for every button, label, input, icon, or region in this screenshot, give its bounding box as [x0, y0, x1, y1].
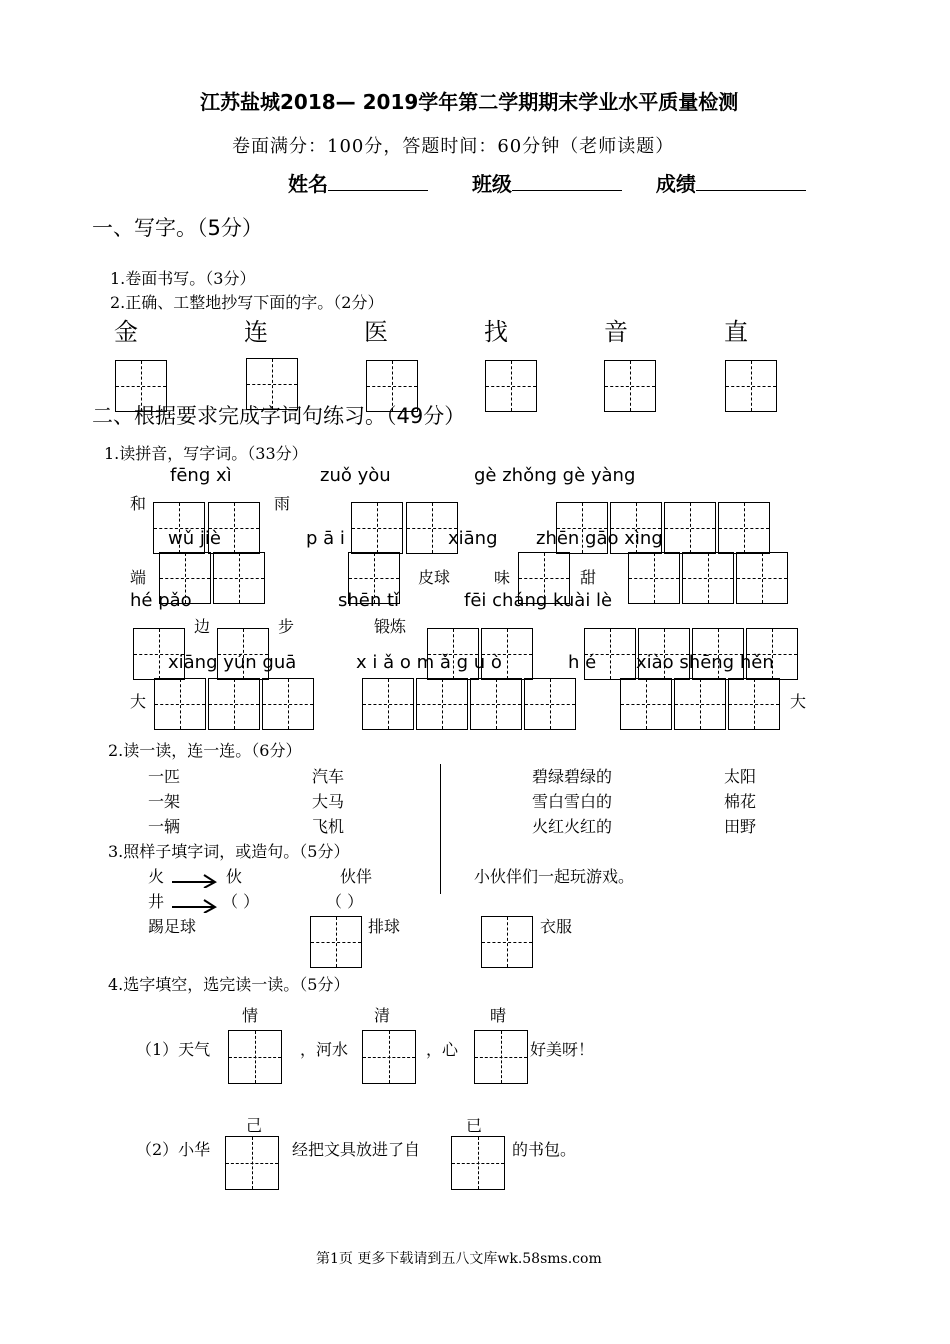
fill-char: 井: [148, 892, 165, 911]
option-char: 情: [242, 1006, 259, 1025]
student-info-line: [288, 168, 806, 197]
match-item[interactable]: 碧绿碧绿的: [532, 767, 613, 786]
name-blank[interactable]: [328, 170, 428, 191]
given-char: 大: [790, 692, 807, 711]
pinyin: hé pǎo: [130, 590, 192, 611]
writing-box[interactable]: [225, 1136, 279, 1190]
copy-char: 找: [484, 318, 508, 346]
given-char: 大: [130, 692, 147, 711]
pinyin: xiāng yún guā: [168, 652, 297, 673]
writing-box[interactable]: [362, 1030, 416, 1084]
writing-box[interactable]: [451, 1136, 505, 1190]
given-char: 端: [130, 568, 147, 587]
given-char: 和: [130, 494, 147, 513]
option-char: 己: [246, 1116, 263, 1135]
pinyin: fēi cháng kuài lè: [464, 590, 613, 611]
phrase: 排球: [368, 917, 401, 936]
given-char: 锻炼: [374, 617, 407, 636]
writing-box[interactable]: [628, 552, 680, 604]
writing-box[interactable]: [664, 502, 716, 554]
given-char: 边: [194, 617, 211, 636]
match-item[interactable]: 田野: [724, 817, 757, 836]
pinyin: wǔ jiè: [168, 528, 221, 549]
example-sentence: 小伙伴们一起玩游戏。: [474, 867, 635, 886]
writing-box[interactable]: [351, 502, 403, 554]
fill-blank[interactable]: （ ）: [326, 892, 364, 911]
match-item[interactable]: 汽车: [312, 767, 345, 786]
option-char: 清: [374, 1006, 391, 1025]
writing-box[interactable]: [604, 360, 656, 412]
name-label: 姓名: [288, 172, 328, 196]
sentence-part: ，心: [426, 1040, 459, 1059]
page-title: 江苏盐城2018— 2019学年第二学期期末学业水平质量检测: [200, 90, 739, 114]
pinyin: xiāng: [448, 528, 498, 549]
example-char: 火: [148, 867, 165, 886]
writing-box[interactable]: [208, 678, 260, 730]
writing-box[interactable]: [228, 1030, 282, 1084]
sentence-part: 的书包。: [512, 1140, 577, 1159]
writing-box[interactable]: [474, 1030, 528, 1084]
match-item[interactable]: 火红火红的: [532, 817, 613, 836]
sentence-part: （1）天气: [136, 1040, 211, 1059]
given-char: 甜: [580, 568, 597, 587]
class-label: 班级: [471, 172, 512, 196]
arrow-right-icon: [170, 897, 218, 913]
example-char: 伙: [226, 867, 243, 886]
s2-q2-label: 2.读一读，连一连。（6分）: [108, 741, 302, 760]
pinyin: h é: [568, 652, 597, 673]
writing-box[interactable]: [481, 916, 533, 968]
pinyin: xiào shēng hěn: [636, 652, 774, 673]
pinyin: x i ǎ o m ǎ g u ò: [356, 652, 502, 673]
match-item[interactable]: 太阳: [724, 767, 757, 786]
s2-q3-label: 3.照样子填字词，或造句。（5分）: [108, 842, 350, 861]
s1-q2: 2.正确、工整地抄写下面的字。（2分）: [110, 293, 384, 312]
given-char: 皮球: [418, 568, 451, 587]
pinyin: gè zhǒng gè yàng: [474, 465, 636, 486]
sentence-part: 经把文具放进了自: [292, 1140, 421, 1159]
match-item[interactable]: 大马: [312, 792, 345, 811]
s2-q4-label: 4.选字填空，选完读一读。（5分）: [108, 975, 350, 994]
match-item[interactable]: 棉花: [724, 792, 757, 811]
writing-box[interactable]: [362, 678, 414, 730]
section2-heading: 二、根据要求完成字词句练习。（49分）: [92, 404, 466, 428]
writing-box[interactable]: [524, 678, 576, 730]
writing-box[interactable]: [674, 678, 726, 730]
pinyin: zuǒ yòu: [320, 465, 391, 486]
option-char: 晴: [490, 1006, 507, 1025]
class-blank[interactable]: [512, 170, 622, 191]
arrow-right-icon: [170, 872, 218, 888]
phrase: 衣服: [540, 917, 573, 936]
given-char: 味: [494, 568, 511, 587]
copy-char: 金: [114, 318, 138, 346]
writing-box[interactable]: [262, 678, 314, 730]
writing-box[interactable]: [485, 360, 537, 412]
copy-char: 音: [604, 318, 628, 346]
writing-box[interactable]: [416, 678, 468, 730]
exam-info: 卷面满分：100分，答题时间：60分钟（老师读题）: [232, 136, 675, 157]
sentence-part: ，河水: [300, 1040, 349, 1059]
copy-char: 直: [724, 318, 748, 346]
given-char: 雨: [274, 494, 291, 513]
phrase: 踢足球: [148, 917, 197, 936]
fill-blank[interactable]: （ ）: [222, 892, 260, 911]
copy-char: 医: [364, 318, 388, 346]
writing-box[interactable]: [718, 502, 770, 554]
sentence-part: 好美呀！: [530, 1040, 595, 1059]
option-char: 已: [466, 1116, 483, 1135]
match-item[interactable]: 雪白雪白的: [532, 792, 613, 811]
match-item[interactable]: 一架: [148, 792, 181, 811]
score-label: 成绩: [655, 172, 696, 196]
writing-box[interactable]: [682, 552, 734, 604]
pinyin: p ā i: [306, 528, 345, 549]
example-word: 伙伴: [340, 867, 373, 886]
given-char: 步: [278, 617, 295, 636]
page-footer: 第1页 更多下载请到五八文库wk.58sms.com: [316, 1251, 602, 1267]
writing-box[interactable]: [725, 360, 777, 412]
writing-box[interactable]: [620, 678, 672, 730]
match-item[interactable]: 一匹: [148, 767, 181, 786]
writing-box[interactable]: [310, 916, 362, 968]
s2-q1-label: 1.读拼音，写字词。（33分）: [104, 444, 308, 463]
copy-char: 连: [244, 318, 268, 346]
writing-box[interactable]: [736, 552, 788, 604]
writing-box[interactable]: [728, 678, 780, 730]
match-item[interactable]: 飞机: [312, 817, 345, 836]
writing-box[interactable]: [154, 678, 206, 730]
writing-box[interactable]: [213, 552, 265, 604]
sentence-part: （2）小华: [136, 1140, 211, 1159]
divider-line: [440, 764, 441, 894]
match-item[interactable]: 一辆: [148, 817, 181, 836]
s1-q1: 1.卷面书写。（3分）: [110, 269, 256, 288]
section1-heading: 一、写字。（5分）: [92, 216, 263, 240]
writing-box[interactable]: [470, 678, 522, 730]
pinyin: zhēn gāo xìng: [536, 528, 663, 549]
pinyin: fēng xì: [170, 465, 232, 486]
score-blank[interactable]: [696, 170, 806, 191]
pinyin: shēn tǐ: [338, 590, 400, 611]
